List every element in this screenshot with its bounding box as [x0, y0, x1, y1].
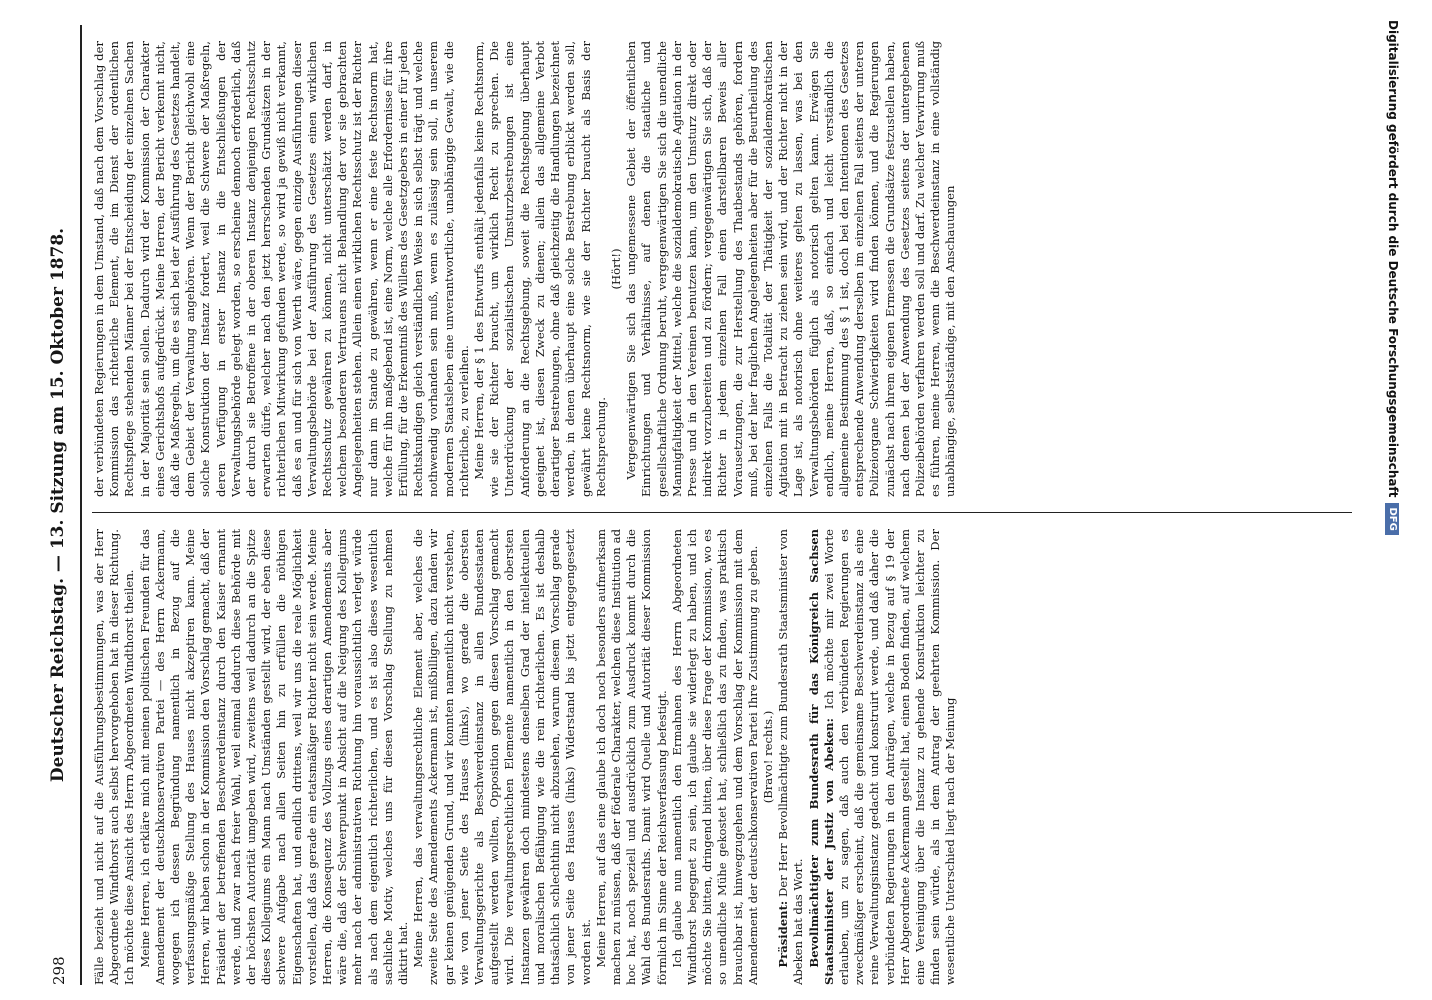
hear-note: (Hört!)	[608, 248, 623, 290]
page-number: 298	[50, 956, 68, 985]
digitization-text: Digitalisierung gefördert durch die Deutsche Forschungsgemeinschaft	[1386, 20, 1400, 498]
paragraph: Meine Herren, das verwaltungsrechtliche Element aber, welches die zweite Seite des Amendements Ackermann ist, mißbilligen, dazu fanden wir gar keinen genügenden Grund, und wir konnten namentlich nicht verstehen, wie von jener Seite des Hauses (links), wo gerade die obersten Verwaltungsgerichte als Beschwerdeinstanz in allen Bundesstaaten aufgestellt werden wollten, Opposition gegen diesen Vorschlag gemacht wird. Die verwaltungsrechtlichen Elemente namentlich in den obersten Instanzen gewähren doch mindestens denselben Grad der intellektuellen und moralischen Befähigung wie die rein richterlichen. Es ist deshalb thatsächlich schlechthin nicht abzusehen, warum diesem Vorschlag gerade von jener Seite des Hauses (links) Widerstand bis jetzt entgegengesetzt worden ist.	[411, 529, 593, 985]
right-column	[92, 41, 1352, 497]
header-rule	[80, 25, 82, 985]
rotated-page	[40, 25, 1365, 985]
left-column	[92, 529, 1352, 985]
dfg-logo: DFG	[1386, 503, 1400, 534]
paragraph: Meine Herren, auf das eine glaube ich doch noch besonders aufmerksam machen zu müssen, daß der föderale Charakter, welchen diese Institution ad hoc hat, noch speziell und ausdrücklich zum Ausdruck kommt durch die Wahl des Bundesraths. Damit wird Quelle und Autorität dieser Kommission förmlich im Sinne der Reichsverfassung befestigt.	[593, 529, 669, 985]
column-divider	[92, 512, 1352, 513]
paragraph: Fälle bezieht und nicht auf die Ausführungsbestimmungen, was der Herr Abgeordnete Windthorst auch selbst hervorgehoben hat in dieser Richtung. Ich möchte diese Ansicht des Herrn Abgeordneten Windthorst theilen.	[92, 529, 137, 985]
applause-note: (Bravo! rechts.)	[760, 710, 775, 804]
digitization-note	[1378, 20, 1408, 980]
paragraph: Vergegenwärtigen Sie sich das ungemessene Gebiet der öffentlichen Einrichtungen und Verhältnisse, auf denen die staatliche und gesellschaftliche Ordnung beruht, vergegenwärtigen Sie sich die unendliche Mannigfaltigkeit der Mittel, welche die sozialdemokratische Agitation in der Presse und in den Vereinen benutzen kann, um den Umsturz direkt oder indirekt vorzubereiten und zu fördern; vergegenwärtigen Sie sich, daß der Richter in jedem einzelnen Fall einen darstellbaren Beweis aller Vorausetzungen, die zur Herstellung des Thatbestands gehören, fordern muß, bei der hier fraglichen Angelegenheiten aber für die Beurtheilung des einzelnen Falls die Totalität der Thätigkeit der sozialdemokratischen Agitation mit in Betracht zu ziehen sein wird, und der Richter nicht in der Lage ist, als notorisch ohne weiteres gelten zu lassen, was bei den Verwaltungsbehörden füglich als notorisch gelten kann. Erwägen Sie endlich, meine Herren, daß, so einfach und leicht verständlich die allgemeine Bestimmung des § 1 ist, doch bei den Intentionen des Gesetzes entsprechende Anwendung derselben im einzelnen Fall seitens der unteren Polizeiorgane Schwierigkeiten wird finden können, und die Regierungen zunächst nach ihrem eigenen Ermessen die Grundsätze festzustellen haben, nach denen bei der Anwendung des Gesetzes seitens der untergebenen Polizeibehörden verfahren werden soll und darf. Zu welcher Verwirrung muß es führen, meine Herren, wenn die Beschwerdeinstanz in eine vollständig unabhängige, selbstständige, mit den Anschauungen	[624, 41, 958, 497]
speaker-label: Bevollmächtigter zum Bundesrath für das Königreich Sachsen Staatsminister der Justiz von Abeken:	[806, 529, 836, 985]
paragraph: Meine Herren, der § 1 des Entwurfs enthält jedenfalls keine Rechtsnorm, wie sie der Richter braucht, um wirklich Recht zu sprechen. Die Unterdrückung der sozialistischen Umsturzbestrebungen ist eine Anforderung an die Rechtsgebung, soweit die Rechtsgebung überhaupt geeignet ist, diesen Zweck zu dienen; allein das allgemeine Verbot derartiger Bestrebungen, ohne daß gleichzeitig die Handlungen bezeichnet werden, in denen überhaupt eine solche Bestrebung erblickt werden soll, gewährt keine Rechtsnorm, wie sie der Richter braucht als Basis der Rechtsprechung.	[472, 41, 608, 497]
paragraph: der verbündeten Regierungen in dem Umstand, daß nach dem Vorschlag der Kommission das richterliche Element, die im Dienst der ordentlichen Rechtspflege stehenden Männer bei der Entscheidung der einzelnen Sachen in der Majorität sein sollen. Dadurch wird der Kommission der Charakter eines Gerichtshofs aufgedrückt. Meine Herren, der Bericht verkennt nicht, daß die Maßregeln, um die es sich bei der Ausführung des Gesetzes handelt, dem Gebiet der Verwaltung angehören. Wenn der Bericht gleichwohl eine solche Konstruktion der Instanz fordert, weil die Schwere der Maßregeln, deren Verfügung in erster Instanz in die Entschließungen der Verwaltungsbehörde gelegt worden, so erscheine dennoch erforderlich, daß der durch sie Betroffene in der oberen Instanz denjenigen Rechtsschutz erwarten dürfe, welcher nach den jetzt herrschenden Grundsätzen in der richterlichen Mitwirkung gefunden werde, so wird ja gewiß nicht verkannt, daß es an und für sich von Werth wäre, gegen einzige Ausführungen dieser Verwaltungsbehörde bei der Ausführung des Gesetzes einen wirklichen Rechtsschutz gewähren zu können, nicht unterschätzt werden darf, in welchem besonderen Vertrauens nicht Behandlung der vor sie gebrachten Angelegenheiten stehen. Allein einen wirklichen Rechtsschutz ist der Richter nur dann im Stande zu gewähren, wenn er eine feste Rechtsnorm hat, welche für ihn maßgebend ist, eine Norm, welche alle Erfordernisse für ihre Erfüllung, für die Erkenntniß des Willens des Gesetzgebers in einer für jeden Rechtskundigen gleich verständlichen Weise in sich selbst trägt und welche nothwendig vorhanden sein muß, wenn es zulässig sein soll, in unserem modernen Staatsleben eine unverantwortliche, unabhängige Gewalt, wie die richterliche, zu verleihen.	[92, 41, 471, 497]
speaker-paragraph	[807, 529, 959, 985]
president-label: Präsident:	[776, 900, 791, 968]
paragraph: Ich glaube nun namentlich den Ermahnen des Herrn Abgeordneten Windthorst begegnet zu sein, ich glaube sie widerlegt zu haben, und ich möchte Sie bitten, dringend bitten, über diese Frage der Kommission, wo es so unendliche Mühe gekostet hat, schließlich das zu finden, was praktisch brauchbar ist, hinwegzugehen und dem Vorschlag der Kommission mit dem Amendement der deutschkonservativen Partei Ihre Zustimmung zu geben.	[669, 529, 760, 985]
speaker-text: Ich möchte mir zwei Worte erlauben, um zu sagen, daß auch den verbündeten Regierungen es zweckmäßiger erscheint, daß die gemeinsame Beschwerdeinstanz als eine reine Verwaltungsinstanz gedacht und konstruirt werde, und daß daher die verbündeten Regierungen in den Anträgen, welche in Bezug auf § 19 der Herr Abgeordnete Ackermann gestellt hat, einen Boden finden, auf welchem eine Vereinigung über die Instanz zu gehende Konstruktion leichter zu finden sein würde, als in dem Antrag der geehrten Kommission. Der wesentliche Unterschied liegt nach der Meinung	[821, 529, 958, 985]
page-title: Deutscher Reichstag. — 13. Sitzung am 15. Oktober 1878.	[48, 227, 68, 783]
paragraph: Meine Herren, ich erkläre mich mit meinen politischen Freunden für das Amendement der deutschkonservativen Partei — des Herrn Ackermann, wogegen ich dessen Begründung namentlich in Bezug auf die verfassungsmäßige Stellung des Hauses nicht akzeptiren kann. Meine Herren, wir haben schon in der Kommission den Vorschlag gemacht, daß der Präsident der betreffenden Beschwerdeinstanz durch den Kaiser ernannt werde, und zwar nach freier Wahl, weil einmal dadurch diese Behörde mit der höchsten Autorität umgeben wird, zweitens weil dadurch an die Spitze dieses Kollegiums ein Mann nach Umständen gestellt wird, der eben diese schwere Aufgabe nach allen Seiten hin zu erfüllen die nöthigen Eigenschaften hat, und endlich drittens, weil wir uns die reale Möglichkeit vorstellen, daß das gerade ein etatsmäßiger Richter nicht sein werde. Meine Herren, die Konsequenz des Vollzugs eines derartigen Amendements aber wäre die, daß der Schwerpunkt in Absicht auf die Neigung des Kollegiums mehr nach der administrativen Richtung hin voraussichtlich verlegt würde als nach dem eigentlich richterlichen, und es ist also dieses wesentlich sachliche Motiv, welches uns für diesen Vorschlag Stellung zu nehmen diktirt hat.	[137, 529, 411, 985]
page-header	[48, 25, 80, 985]
president-text: Der Herr Bevollmächtigte zum Bundesrath Staatsminister von Abeken hat das Wort.	[776, 529, 806, 985]
president-paragraph	[776, 529, 806, 985]
